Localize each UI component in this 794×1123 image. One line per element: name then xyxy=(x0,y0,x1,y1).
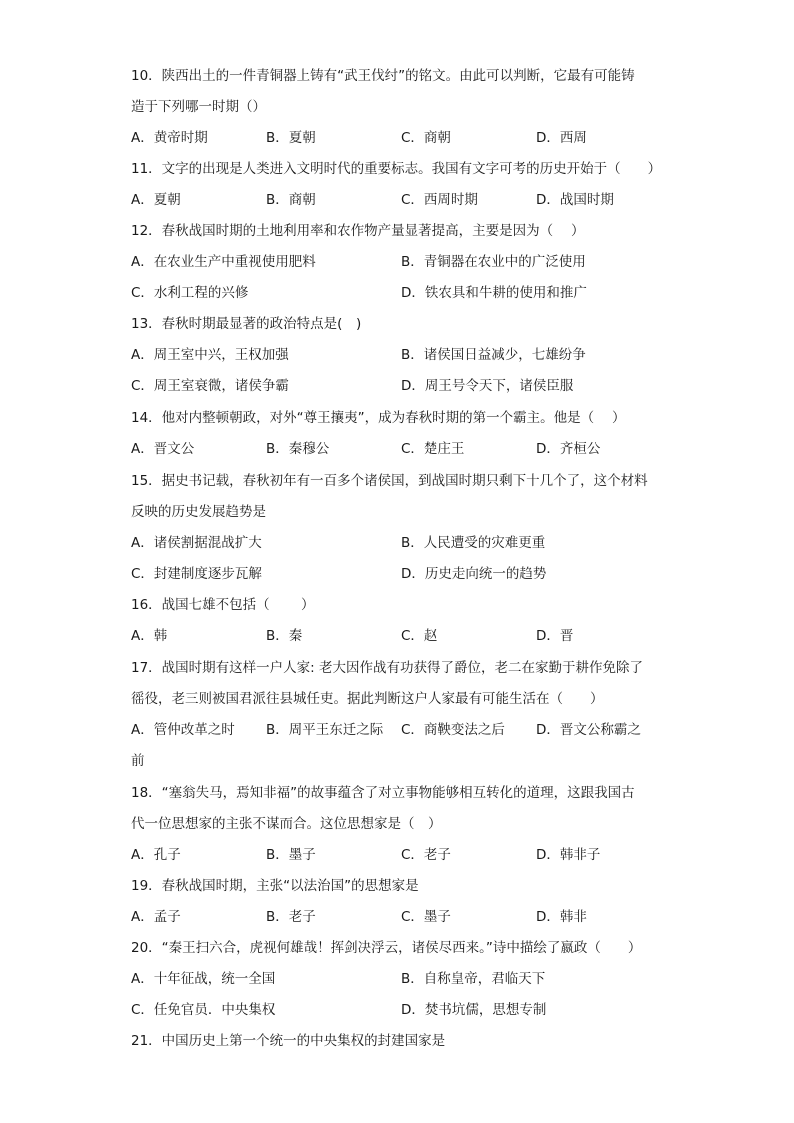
option-row xyxy=(131,964,671,995)
question-text: 21．中国历史上第一个统一的中央集权的封建国家是 xyxy=(131,1033,446,1049)
option-b: B．墨子 xyxy=(266,847,316,863)
option-d: D．齐桓公 xyxy=(536,441,601,457)
option-row xyxy=(131,434,671,465)
option-b: B．周平王东迁之际 xyxy=(266,722,384,738)
option-b: B．自称皇帝，君临天下 xyxy=(401,971,546,987)
option-b: B．老子 xyxy=(266,909,316,925)
question-text: 11．文字的出现是人类进入文明时代的重要标志。我国有文字可考的历史开始于（ ） xyxy=(131,161,662,177)
option-b: B．诸侯国日益减少，七雄纷争 xyxy=(401,347,586,363)
option-a: A．在农业生产中重视使用肥料 xyxy=(131,254,316,270)
option-d: D．韩非子 xyxy=(536,847,601,863)
question-17 xyxy=(131,653,671,777)
option-c: C．商朝 xyxy=(401,130,451,146)
question-10 xyxy=(131,61,671,154)
question-19 xyxy=(131,871,671,933)
option-d: D．铁农具和牛耕的使用和推广 xyxy=(401,285,587,301)
option-a: A．十年征战，统一全国 xyxy=(131,971,276,987)
option-row xyxy=(131,902,671,933)
question-21 xyxy=(131,1026,671,1057)
option-d: D．晋 xyxy=(536,628,574,644)
question-text: 造于下列哪一时期（） xyxy=(131,99,266,115)
option-row xyxy=(131,371,671,402)
question-15 xyxy=(131,466,671,590)
option-b: B．人民遭受的灾难更重 xyxy=(401,535,546,551)
option-row xyxy=(131,621,671,652)
option-a: A．诸侯割据混战扩大 xyxy=(131,535,262,551)
option-c: C．封建制度逐步瓦解 xyxy=(131,566,262,582)
option-d-continuation: 前 xyxy=(131,753,145,769)
option-d: D．韩非 xyxy=(536,909,587,925)
option-b: B．夏朝 xyxy=(266,130,316,146)
question-text: 18．“塞翁失马，焉知非福”的故事蕴含了对立事物能够相互转化的道理，这跟我国古 xyxy=(131,785,635,801)
question-11 xyxy=(131,154,671,216)
option-d: D．周王号令天下，诸侯臣服 xyxy=(401,378,574,394)
question-18 xyxy=(131,778,671,871)
option-c: C．任免官员．中央集权 xyxy=(131,1002,276,1018)
question-text: 17．战国时期有这样一户人家: 老大因作战有功获得了爵位，老二在家勤于耕作免除了 xyxy=(131,660,644,676)
option-row xyxy=(131,715,671,746)
option-row xyxy=(131,123,671,154)
option-b: B．青铜器在农业中的广泛使用 xyxy=(401,254,586,270)
option-row xyxy=(131,185,671,216)
option-b: B．商朝 xyxy=(266,192,316,208)
option-a: A．黄帝时期 xyxy=(131,130,208,146)
question-20 xyxy=(131,933,671,1026)
option-d: D．西周 xyxy=(536,130,587,146)
option-d: D．战国时期 xyxy=(536,192,614,208)
option-a: A．周王室中兴，王权加强 xyxy=(131,347,289,363)
option-a: A．管仲改革之时 xyxy=(131,722,235,738)
option-c: C．楚庄王 xyxy=(401,441,465,457)
option-c: C．周王室衰微，诸侯争霸 xyxy=(131,378,289,394)
option-row xyxy=(131,528,671,559)
option-c: C．水利工程的兴修 xyxy=(131,285,249,301)
option-c: C．墨子 xyxy=(401,909,451,925)
question-text: 徭役，老三则被国君派往县城任吏。据此判断这户人家最有可能生活在（ ） xyxy=(131,691,604,707)
option-c: C．赵 xyxy=(401,628,438,644)
option-c: C．西周时期 xyxy=(401,192,478,208)
option-row xyxy=(131,995,671,1026)
question-text: 13．春秋时期最显著的政治特点是( ) xyxy=(131,316,362,332)
option-c: C．商鞅变法之后 xyxy=(401,722,505,738)
question-text: 12．春秋战国时期的土地利用率和农作物产量显著提高，主要是因为（ ） xyxy=(131,223,585,239)
question-text: 10．陕西出土的一件青铜器上铸有“武王伐纣”的铭文。由此可以判断，它最有可能铸 xyxy=(131,68,635,84)
question-text: 15．据史书记载，春秋初年有一百多个诸侯国，到战国时期只剩下十几个了，这个材料 xyxy=(131,473,648,489)
option-a: A．孟子 xyxy=(131,909,181,925)
option-d: D．焚书坑儒，思想专制 xyxy=(401,1002,547,1018)
question-14 xyxy=(131,403,671,465)
option-d: D．晋文公称霸之 xyxy=(536,722,641,738)
option-a: A．晋文公 xyxy=(131,441,195,457)
option-c: C．老子 xyxy=(401,847,451,863)
question-text: 19．春秋战国时期，主张“以法治国”的思想家是 xyxy=(131,878,419,894)
question-text: 代一位思想家的主张不谋而合。这位思想家是（ ） xyxy=(131,816,442,832)
option-row xyxy=(131,559,671,590)
option-row xyxy=(131,247,671,278)
option-row xyxy=(131,278,671,309)
option-a: A．孔子 xyxy=(131,847,181,863)
option-a: A．夏朝 xyxy=(131,192,181,208)
option-row xyxy=(131,340,671,371)
question-13 xyxy=(131,309,671,402)
question-text: 反映的历史发展趋势是 xyxy=(131,504,266,520)
option-row xyxy=(131,840,671,871)
question-text: 20．“秦王扫六合，虎视何雄哉！挥剑决浮云，诸侯尽西来。”诗中描绘了嬴政（ ） xyxy=(131,940,642,956)
question-text: 16．战国七雄不包括（ ） xyxy=(131,597,315,613)
option-d: D．历史走向统一的趋势 xyxy=(401,566,547,582)
option-b: B．秦 xyxy=(266,628,303,644)
question-text: 14．他对内整顿朝政，对外“尊王攘夷”，成为春秋时期的第一个霸主。他是（ ） xyxy=(131,410,626,426)
option-a: A．韩 xyxy=(131,628,168,644)
option-b: B．秦穆公 xyxy=(266,441,330,457)
question-16 xyxy=(131,590,671,652)
question-12 xyxy=(131,216,671,309)
